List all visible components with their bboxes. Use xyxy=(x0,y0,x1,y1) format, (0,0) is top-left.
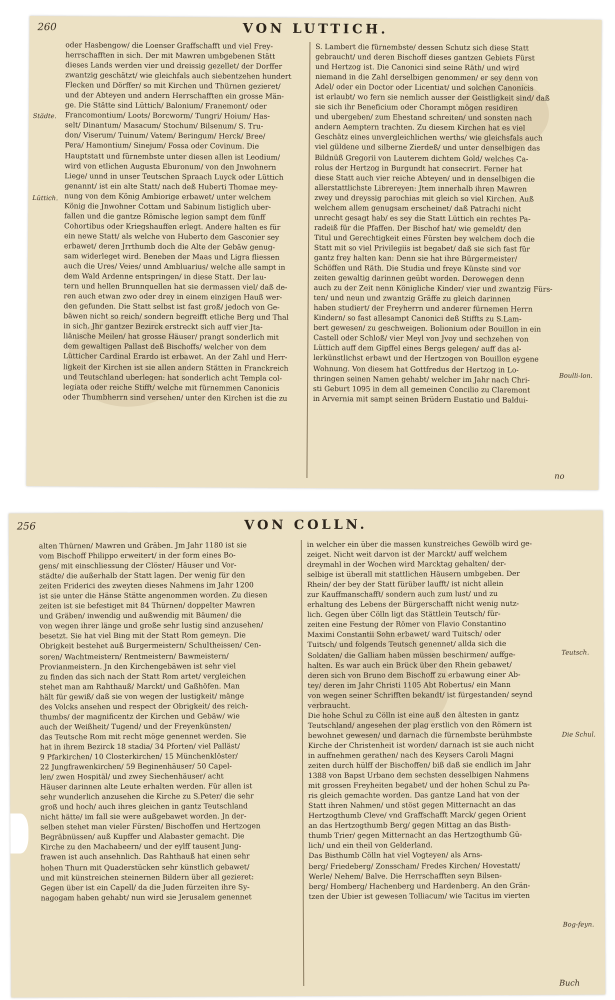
catchword: Buch xyxy=(559,978,580,988)
text-line: Tuitsch/ und folgends Teutsch genennet/ allda sich die xyxy=(307,639,507,650)
top-page xyxy=(26,16,601,490)
text-line: ris gleich gemachte worden. Das gantze Land hat von der xyxy=(308,790,520,801)
text-line: Obrigkeit bestehet auß Burgermeistern/ Schultheissen/ Cen- xyxy=(39,640,262,651)
text-line: den gefunden. Die Statt selbst ist fast groß/ jedoch von Ge- xyxy=(63,301,280,312)
text-line: Castell oder Schloß/ vier Meyl von Jvoy und sechzehen von xyxy=(313,333,529,344)
text-line: zeiten durch hülff der Bischoffen/ biß daß sie endlich im Jahr xyxy=(308,759,531,771)
text-line: Francomontium/ Loots/ Borcworm/ Tungri/ Hoium/ Has- xyxy=(64,110,270,122)
text-line: fallen und die gantze Römische legion sampt dem fünff xyxy=(64,211,266,222)
text-line: Provianmeistern. Jn den Kirchengebäwen ist sehr viel xyxy=(39,660,236,671)
text-line: sehr wunderlich anzusehen die Kirche zu S.Peter/ die sehr xyxy=(40,791,254,802)
text-line: Flecken und Dörffer/ so mit Kirchen und Thürnen gezieret/ xyxy=(65,80,281,91)
text-line: bewohnet gewesen/ und darnach die fürnembste berühmbste xyxy=(307,729,533,740)
text-line: selt/ Dinantum/ Masacum/ Stochum/ Bilsenum/ S. Tru- xyxy=(64,120,264,132)
text-line: Adel/ oder ein Doctor oder Licentiat/ und solchen Canonicis xyxy=(315,82,534,93)
text-line: und der Abteyen und andern Herrschafften ein grosse Män- xyxy=(65,90,284,102)
text-line: selbige ist überall mit stattlichen Häusern umbgeben. Der xyxy=(307,569,520,580)
text-line: zwey und dreyssig parochias mit gleich so viel Kirchen. Auß xyxy=(314,192,534,204)
left-column xyxy=(63,40,306,403)
text-line: Bildnüß Gregorii von Lauterem dichtem Gold/ welches Ca- xyxy=(314,152,529,164)
right-column xyxy=(313,42,556,405)
text-line: selben stehet man vieler Fürsten/ Bischoffen und Hertzogen xyxy=(40,821,261,832)
text-line: Teutschland/ angesehen der plag erstlich von den Römern ist xyxy=(307,719,532,730)
text-line: zur Kauffmanschafft/ sondern auch zum lust/ und zu xyxy=(307,589,498,600)
text-line: König die Jnwohner Cottam und Sabinum listiglich uber- xyxy=(64,201,271,212)
text-line: zeiten gewaltig darinnen geübt worden. Derowegen denn xyxy=(313,273,525,284)
text-line: 1388 von Bapst Urbano dem sechsten desselbigen Nahmens xyxy=(308,769,530,781)
page-number: 256 xyxy=(16,521,36,533)
text-line: sti Geburt 1095 in dem all gemeinen Concilio zu Claremont xyxy=(313,383,531,395)
text-line: erhaltung des Lebens der Bürgerschafft nicht wenig nutz- xyxy=(307,599,519,610)
margin-note: Bog-feyn. xyxy=(562,920,595,929)
text-line: Wohnung. Von diesem hat Gottfredus der Hertzog in Lo- xyxy=(313,363,519,374)
text-line: ge. Die Stätte sind Lüttich/ Balonium/ Franemont/ oder xyxy=(64,100,267,111)
text-line: Hauptstatt und fürnembste unter diesen allen ist Leodium/ xyxy=(64,150,281,162)
text-line: Lütticher Cardinal Erardo ist erbawet. An der Zahl und Herr- xyxy=(63,351,288,363)
text-line: dreymahl in der Wochen wird Marcktag gehalten/ der- xyxy=(306,559,507,570)
text-line: berg/ Friedeberg/ Zonsscham/ Fredes Kirchen/ Hovestatt/ xyxy=(308,860,521,871)
margin-note: Teutsch. xyxy=(561,648,590,657)
text-line: städte/ die außerhalb der Statt lagen. Der wenig für den xyxy=(39,570,246,581)
text-line: rolus der Hertzog in Burgundt hat consecrirt. Ferner hat xyxy=(314,162,523,174)
text-line: deren sich von Bruno dem Bischoff zu erbawung einer Ab- xyxy=(307,669,521,680)
text-line: dem gewaltigen Pallast deß Bischoffs/ welcher von dem xyxy=(63,341,267,353)
text-line: diese Statt auch vier reiche Abteyen/ und in denselbigen die xyxy=(314,172,535,184)
text-line: von wegen seiner Schrifften bekandt/ ist fürgestanden/ seynd xyxy=(307,689,533,700)
text-line: Cohortibus oder Kriegshauffen erlegt. Andere halten es für xyxy=(64,221,281,232)
text-line: S. Lambert die fürnembste/ dessen Schutz sich diese Statt xyxy=(315,42,529,53)
page-title: VON COLLN. xyxy=(244,517,368,534)
text-line: dieses Lands werden vier und dreissig gezellet/ der Dorffer xyxy=(65,60,283,71)
text-line: Werle/ Nehem/ Balve. Die Herrschafften seyn Bilsen- xyxy=(308,870,502,881)
text-line: hohen Thurn mit Quaderstücken sehr künstlich gebawet/ xyxy=(40,861,250,872)
text-line: besetzt. Sie hat viel Bing mit der Statt Rom gemeyn. Die xyxy=(39,630,246,641)
text-line: zeiten eine Festung der Römer von Flavio Constantino xyxy=(307,619,507,630)
text-line: thumb Trier/ gegen Mitternacht an das Hertzogthumb Gü- xyxy=(308,830,522,841)
text-line: nicht hätte/ im fall sie were außgebawet worden. Jn der- xyxy=(40,811,247,822)
text-line: an das Hertzogthumb Berg/ gegen Mittag an das Bisth- xyxy=(308,820,511,831)
text-line: Begräbnüssen/ auß Kupffer und Alabaster gemacht. Die xyxy=(40,831,245,842)
text-line: berg/ Homberg/ Hachenberg und Hardenberg. An den Grän- xyxy=(308,880,531,891)
text-line: in auffnehmen gerathen/ nach des Keysers Caroli Magni xyxy=(307,749,514,760)
text-line: halten. Es war auch ein Brück über den Rhein gebawet/ xyxy=(307,659,512,670)
text-line: und mit künstreichen steinernen Bildern über all gezieret: xyxy=(40,871,254,882)
text-line: und ubergeben/ zum Ehestand schreiten/ und sonsten nach xyxy=(314,112,533,123)
margin-note: Städte. xyxy=(32,112,57,121)
text-line: sie sich ihr Beneficium oder Chorampt mögen residiren xyxy=(314,102,518,113)
right-column xyxy=(307,539,559,902)
text-line: soren/ Wachtmeistern/ Rentmeistern/ Bawmeistern/ xyxy=(39,650,229,661)
text-line: thumbs/ der magnificentz der Kirchen und Gebäw/ wie xyxy=(39,711,240,722)
text-line: niemand in die Zahl derselbigen genommen/ er sey denn von xyxy=(315,72,539,83)
text-line: zu finden das sich nach der Statt Rom artet/ vergleichen xyxy=(39,670,246,682)
text-line: und Gräben/ inwendig und außwendig mit Bäumen/ die xyxy=(39,610,242,621)
text-line: Rhein/ der bey der Statt fürüber laufft/ ist nicht allein xyxy=(307,579,504,590)
text-line: stehet man am Rahthauß/ Marckt/ und Gaßhöfen. Man xyxy=(39,681,240,692)
text-line: sam widerleget wird. Beneben der Maas und Ligra fliessen xyxy=(63,251,280,262)
text-line: zeiget. Nicht weit darvon ist der Marckt/ auff welchem xyxy=(306,548,508,560)
text-line: erbawet/ deren Jrrthumb doch die Alte der Gebäw genug- xyxy=(64,241,275,252)
text-line: hält für gewiß/ daß sie von wegen der lustigkeit/ mänge xyxy=(39,691,244,702)
text-line: don/ Viserum/ Tuinum/ Vatem/ Beringum/ Herck/ Bree/ xyxy=(64,130,266,142)
text-line: oder Hasbengow/ die Loenser Graffschafft und viel Frey- xyxy=(65,40,273,51)
text-line: dem Wald Ardenne entspringen/ in diese Statt. Der lau- xyxy=(63,271,267,282)
text-line: Häuser darinnen alte Leute erhalten werden. Für allen ist xyxy=(40,781,253,792)
text-line: vom Bischoff Philippo erweitert/ in der form eines Bo- xyxy=(38,550,236,561)
text-line: andern Aemptern trachten. Zu diesem Kirchen hat es viel xyxy=(314,122,526,133)
text-line: Soldaten/ die Galliam haben müssen beschirmen/ auffge- xyxy=(307,649,516,660)
text-line: alten Thürnen/ Mawren und Gräben. Jm Jahr 1180 ist sie xyxy=(38,540,247,551)
text-line: Hertzogthumb Cleve/ vnd Graffschafft Marck/ gegen Orient xyxy=(308,810,527,821)
text-line: gens/ mit einschliessung der Clöster/ Häuser und Vor- xyxy=(38,560,237,571)
margin-note: Die Schul. xyxy=(561,730,596,739)
text-line: ren auch etwan zwo oder drey in einem einzigen Hauß wer- xyxy=(63,291,283,302)
text-line: gantz frey halten kan: Denn sie hat ihre Bürgermeister/ xyxy=(313,252,518,264)
text-line: lich/ und ein theil von Gelderland. xyxy=(308,840,433,851)
text-line: ligkeit der Kirchen ist sie allen andern Stätten in Franckreich xyxy=(63,361,289,373)
text-line: tern und hellen Brunnquellen hat sie dermassen viel/ daß de- xyxy=(63,281,288,292)
text-line: tey/ deren im Jahr Christi 1105 Abt Robertus/ ein Mann xyxy=(307,679,511,690)
text-line: nagogam haben gehabt/ nun wird sie Jerusalem genennet xyxy=(40,891,252,903)
text-line: genannt/ ist ein alte Statt/ nach deß Huberti Thomae mey- xyxy=(64,180,278,192)
page-title: VON LUTTICH. xyxy=(242,21,389,38)
text-line: ein newe Statt/ als welche von Huberto dem Gasconier sey xyxy=(64,231,280,242)
page-number: 260 xyxy=(37,22,57,34)
text-line: Maximi Constantii Sohn erbawet/ ward Tuitsch/ oder xyxy=(307,629,501,640)
text-line: hat in ihrem Bezirck 18 stadia/ 34 Pforten/ viel Palläst/ xyxy=(39,741,240,752)
text-line: lerkünstlichst erbawt und der Hertzogen von Bouillon eygene xyxy=(313,353,539,365)
text-line: tzen der Ubier ist gewesen Tolliacum/ wie Tacitus im vierten xyxy=(308,890,530,901)
margin-note: Boulli-lon. xyxy=(559,371,593,380)
text-line: herrschafften in sich. Der mit Mawren umbgebenen Stätt xyxy=(65,50,276,61)
text-line: in welcher ein über die massen kunstreiches Gewölb wird ge- xyxy=(306,538,533,549)
text-line: Titul und Gerechtigkeit eines Fürsten bey welchem doch die xyxy=(314,232,535,244)
text-line: Kindern/ so fast allesampt Canonici deß Stiffts zu S.Lam- xyxy=(313,313,522,324)
text-line: legiata oder reiche Stifft/ welche mit fürnemmen Canonicis xyxy=(63,381,280,393)
text-line: thringen seinen Namen gehabt/ welcher im Jahr nach Chri- xyxy=(313,373,530,385)
text-line: und Hertzog ist. Die Canonici sind seine Räth/ und wird xyxy=(315,62,520,73)
text-line: Schöffen und Räth. Die Studia und freye Künste sind vor xyxy=(313,263,521,274)
text-line: welchem allem genugsam erscheinet/ daß Patrachi nicht xyxy=(314,202,522,214)
text-line: verbraucht. xyxy=(307,700,351,710)
text-line: Das Bisthumb Cölln hat viel Vogteyen/ als Arns- xyxy=(308,850,483,861)
text-line: und Teutschland uberlegen: hat sonderlich acht Templa col- xyxy=(63,371,282,383)
text-line: Pera/ Hamontium/ Sinejum/ Fossa oder Covinum. Die xyxy=(64,140,260,152)
text-line: zeiten Friderici des zweyten dieses Nahmens im Jahr 1200 xyxy=(39,580,254,591)
text-line: nung von dem König Ambiorige erbawet/ unter welchem xyxy=(64,190,272,202)
text-line: Geschätz eines unvergleichlichen werths/ wie gleichsfals auch xyxy=(314,132,543,144)
text-line: ist sie unter die Hänse Stätte angenommen worden. Zu diesen xyxy=(39,590,268,601)
text-line: len/ zwen Hospitäl/ und zwey Siechenhäuser/ acht xyxy=(40,771,224,782)
text-line: auch die Ures/ Veies/ unnd Ambluarius/ welche alle sampt in xyxy=(63,261,286,272)
text-line: Die hohe Schul zu Cölln ist eine auß den ältesten in gantz xyxy=(307,709,519,720)
text-line: zeiten ist sie befestiget mit 84 Thürnen/ doppelter Mawren xyxy=(39,600,256,611)
text-line: wird von etlichen Augusta Eburonum/ von den Jnwohnern xyxy=(64,160,277,172)
text-line: viel güldene und silberne Zierdeß/ und unter denselbigen das xyxy=(314,142,540,154)
text-line: mit grossen Freyheiten begabet/ und der hohen Schul zu Pa- xyxy=(308,779,530,791)
text-line: haben studiert/ der Freyherrn und anderer fürnemen Herrn xyxy=(313,303,533,314)
column-divider xyxy=(306,42,310,478)
text-line: von wegen ihrer länge und große sehr lustig sind anzusehen/ xyxy=(39,620,264,631)
text-line: bert gewesen/ zu geschweigen. Bolionium oder Bouillon in ein xyxy=(313,323,542,334)
text-line: radeiß für die Pfaffen. Der Bischof hat/ wie gemeldt/ den xyxy=(314,222,522,234)
paper-tear xyxy=(9,813,29,853)
text-line: in sich. Jhr gantzer Bezirck erstreckt sich auff vier Jta- xyxy=(63,321,263,332)
text-line: allerstattlichste Librereyen: Jtem innerhalb ihren Mawren xyxy=(314,182,527,194)
left-column xyxy=(39,540,297,903)
text-line: groß und hoch/ auch ihres gleichen in gantz Teutschland xyxy=(40,801,248,812)
text-line: Statt mit so viel Privilegiis ist begabet/ daß sie sich fast für xyxy=(314,242,530,254)
catchword: no xyxy=(554,471,565,481)
text-line: unrecht gesagt hab/ es sey die Statt Lüttich ein rechtes Pa- xyxy=(314,212,531,224)
text-line: ten/ und neun und zwantzig Gräffe zu gleich darinnen xyxy=(313,293,511,304)
text-line: 9 Pfarkirchen/ 10 Closterkirchen/ 15 Münchenklöster/ xyxy=(39,751,238,762)
text-line: ist erlaubt/ wo fern sie nemlich ausser der Geistligkeit sind/ daß xyxy=(315,92,550,103)
text-line: frawen ist auch ansehnlich. Das Rahthauß hat einen sehr xyxy=(40,851,250,862)
text-line: oder Thumbherrn sind versehen/ unter den Kirchen ist die zu xyxy=(62,391,288,403)
text-line: 22 Jungfrawenkirchen/ 59 Beginenhäuser/ 50 Capel- xyxy=(40,761,232,772)
text-line: zwantzig geschätzt/ wie gleichfals auch siebentzehen hundert xyxy=(65,70,292,81)
column-divider xyxy=(301,540,304,986)
text-line: Gegen über ist ein Capell/ da die Juden fürzeiten ihre Sy- xyxy=(40,881,250,892)
text-line: liänische Meilen/ hat grosse Häuser/ prangt sonderlich mit xyxy=(63,331,279,343)
text-line: Statt ihren Nahmen/ und stöst gegen Mitternacht an das xyxy=(308,800,516,811)
text-line: auch der Weißheit/ Tugend/ und der Freyenkünsten/ xyxy=(39,721,232,732)
text-line: bäwen nicht so reich/ sondern begreifft etliche Berg und Thal xyxy=(63,311,289,323)
text-line: Kirche der Christenheit ist worden/ darnach ist sie auch nicht xyxy=(307,739,534,750)
margin-note: Lüttich. xyxy=(32,194,59,203)
text-line: Lüttich auff dem Gipffel eines Bergs gelegen/ auff das al- xyxy=(313,343,522,354)
text-line: lich. Gegen über Cölln ligt das Stättlein Teutsch/ für- xyxy=(307,609,501,620)
text-line: das Teutsche Rom mit recht möge genennet werden. Sie xyxy=(39,731,247,742)
text-line: Kirche zu den Machabeern/ und der eylff tausent Jung- xyxy=(40,841,242,852)
text-line: in Arvernia mit sampt seinen Brüdern Eustatio und Baldui- xyxy=(312,393,529,405)
bottom-page xyxy=(9,510,606,997)
text-line: gebraucht/ und deren Bischoff dieses gantzen Gebiets Fürst xyxy=(315,52,535,63)
text-line: auch zu der Zeit nenn Königliche Kinder/ vier und zwantzig Fürs- xyxy=(313,283,553,294)
text-line: des Volcks ansehen und respect der Obrigkeit/ des reich- xyxy=(39,701,249,712)
text-line: Liege/ unnd in unser Teutschen Spraach Luyck oder Lüttich xyxy=(64,170,284,182)
